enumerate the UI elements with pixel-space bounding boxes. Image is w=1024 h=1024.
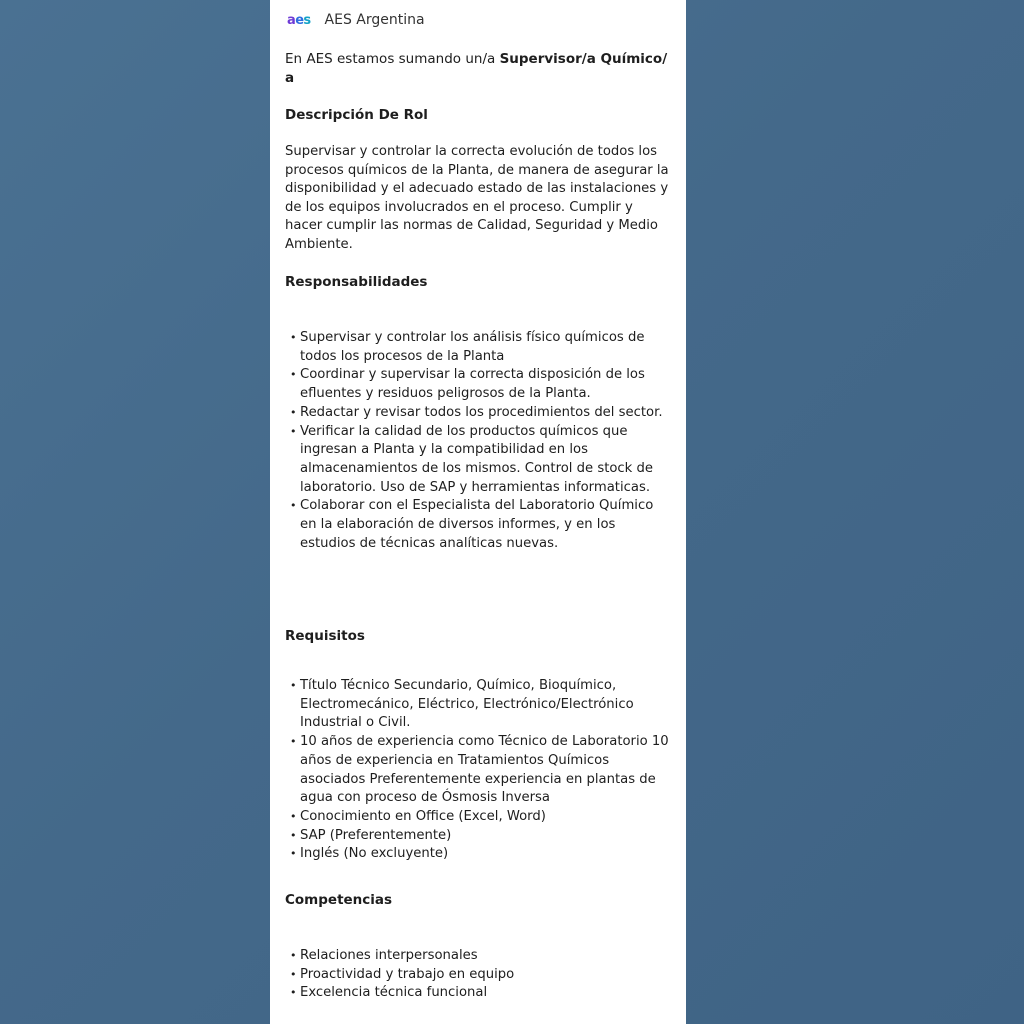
list-item: • Coordinar y supervisar la correcta disposición de los efluentes y residuos peligrosos de la Planta. <box>285 366 671 403</box>
list-item: • Proactividad y trabajo en equipo <box>285 966 671 985</box>
intro-text: En AES estamos sumando un/a Supervisor/a Químico/ a <box>285 51 668 86</box>
requirements-list <box>285 677 671 864</box>
aes-logo[interactable]: a e s <box>287 12 311 28</box>
list-item: • Verificar la calidad de los productos químicos que ingresan a Planta y la compatibilidad en los almacenamientos de los mismos. Control de stock de laboratorio. Uso de SAP y herramientas informaticas. <box>285 423 671 498</box>
description-title: Descripción De Rol <box>285 107 428 123</box>
list-item: • Excelencia técnica funcional <box>285 984 671 1003</box>
list-item: • Inglés (No excluyente) <box>285 845 671 864</box>
list-item: • Relaciones interpersonales <box>285 947 671 966</box>
list-item: • 10 años de experiencia como Técnico de Laboratorio 10 años de experiencia en Tratamientos Químicos asociados Preferentemente experiencia en plantas de agua con proceso de Ósmosis Inversa <box>285 733 671 808</box>
list-item: • Redactar y revisar todos los procedimientos del sector. <box>285 404 671 423</box>
list-item: • Conocimiento en Office (Excel, Word) <box>285 808 671 827</box>
competencies-title: Competencias <box>285 892 393 908</box>
company-name[interactable]: AES Argentina <box>324 12 425 28</box>
competencies-section <box>285 891 671 1003</box>
post-header <box>285 0 672 40</box>
competencies-list <box>285 947 671 1003</box>
requirements-title: Requisitos <box>285 628 365 644</box>
list-item: • Colaborar con el Especialista del Laboratorio Químico en la elaboración de diversos informes, y en los estudios de técnicas analíticas nuevas. <box>285 497 671 553</box>
responsibilities-section <box>285 273 671 553</box>
responsibilities-list <box>285 329 671 553</box>
responsibilities-title: Responsabilidades <box>285 274 428 290</box>
requirements-section <box>285 627 671 864</box>
job-post-card <box>270 0 686 1024</box>
list-item: • Supervisar y controlar los análisis físico químicos de todos los procesos de la Planta <box>285 329 671 366</box>
description-text: Supervisar y controlar la correcta evolución de todos los procesos químicos de la Planta, de manera de asegurar la disponibilidad y el adecuado estado de las instalaciones y de los equipos involucrados en el proceso. Cumplir y hacer cumplir las normas de Calidad, Seguridad y Medio Ambiente. <box>285 144 669 252</box>
list-item: • SAP (Preferentemente) <box>285 827 671 846</box>
role-title: Supervisor/a Químico/ a <box>285 51 668 86</box>
description-section <box>285 106 671 255</box>
list-item: • Título Técnico Secundario, Químico, Bioquímico, Electromecánico, Eléctrico, Electrónico/Electrónico Industrial o Civil. <box>285 677 671 733</box>
